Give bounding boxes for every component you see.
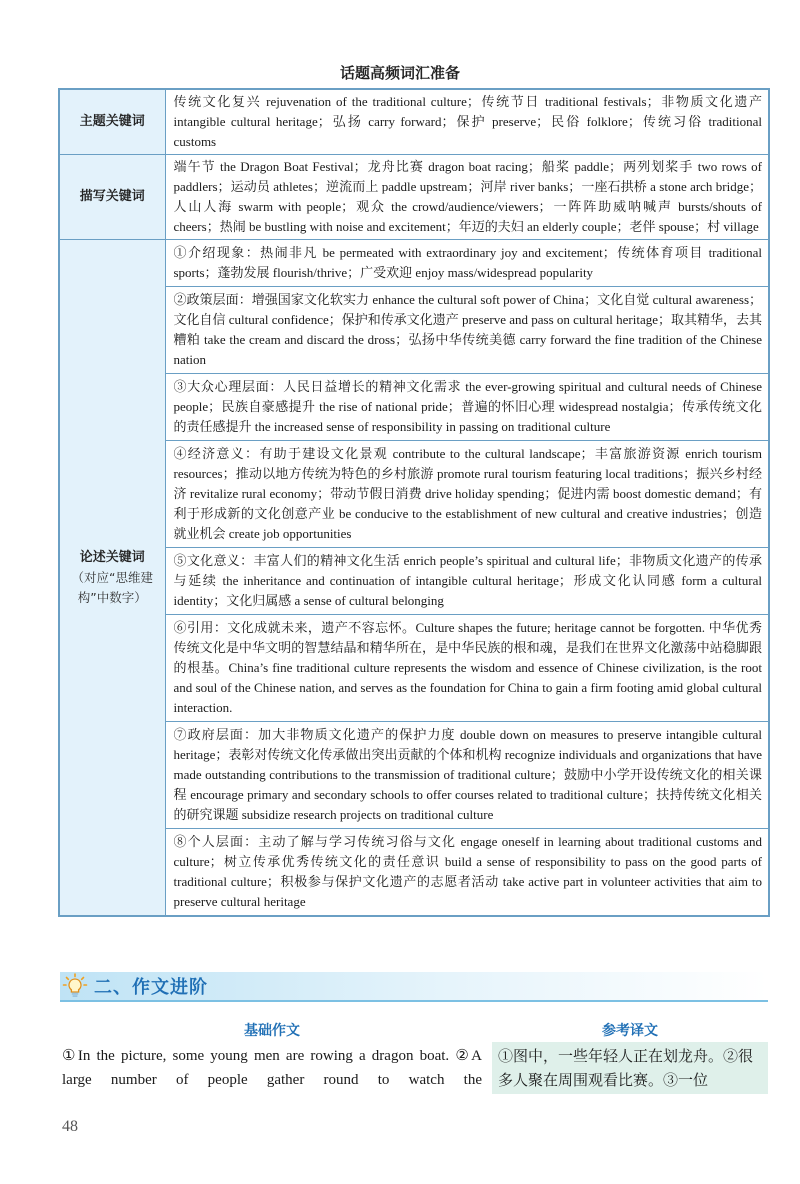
list-item: ⑧个人层面：主动了解与学习传统习俗与文化 engage oneself in learning about traditional customs and culture；树立传承优秀传统文化的责任意识 build a sense of responsibility to pass on the good parts of traditional culture；积极参与保护文化遗产的志愿者活动 take active part in volunteer activities that aim to preserve cultural heritage bbox=[173, 834, 762, 909]
description-keywords-label: 描写关键词 bbox=[59, 155, 165, 240]
list-item: ②政策层面：增强国家文化软实力 enhance the cultural soft power of China；文化自觉 cultural awareness；文化自信 cultural confidence；保护和传承文化遗产 preserve and pass on cultural heritage；取其精华，去其糟粕 take the cream and discard the dross；弘扬中华传统美德 carry forward the fine tradition of the Chinese nation bbox=[166, 287, 769, 374]
description-keywords-text: 端午节 the Dragon Boat Festival；龙舟比赛 dragon boat racing；船桨 paddle；两列划桨手 two rows of paddlers；运动员 athletes；逆流而上 paddle upstream；河岸 river banks；一座石拱桥 a stone arch bridge；人山人海 swarm with people；观众 the crowd/audience/viewers；一阵阵助威呐喊声 bursts/shouts of cheers；热闹 be bustling with noise and excitement；年迈的夫妇 an elderly couple；老伴 spouse；村 village bbox=[165, 155, 769, 240]
page-number: 48 bbox=[62, 1118, 78, 1135]
theme-keywords-label: 主题关键词 bbox=[59, 89, 165, 155]
basic-essay-text: ①In the picture, some young men are rowing a dragon boat. ②A large number of people gather round to watch the bbox=[62, 1048, 482, 1088]
basic-essay-heading: 基础作文 bbox=[244, 1023, 300, 1039]
translation-heading: 参考译文 bbox=[602, 1023, 658, 1039]
section-header bbox=[60, 972, 768, 1002]
list-item: ⑥引用：文化成就未来，遗产不容忘怀。Culture shapes the future; heritage cannot be forgotten. 中华优秀传统文化是中华文明的智慧结晶和精华所在，是中华民族的根和魂，是我们在世界文化激荡中站稳脚跟的根基。China’s fine traditional culture represents the wisdom and essence of Chinese civilization, is the root and soul of the Chinese nation, and serves as the foundation for China to gain a firm footing amid global cultural interaction. bbox=[166, 615, 769, 722]
vocabulary-table bbox=[58, 88, 770, 917]
argument-keywords-label-cell bbox=[59, 240, 165, 917]
table-row-argument bbox=[59, 240, 769, 917]
theme-keywords-text: 传统文化复兴 rejuvenation of the traditional culture；传统节日 traditional festivals；非物质文化遗产 intangible cultural heritage；弘扬 carry forward；保护 preserve；民俗 folklore；传统习俗 traditional customs bbox=[165, 89, 769, 155]
argument-keywords-label: 论述关键词 bbox=[79, 549, 145, 565]
list-item: ⑦政府层面：加大非物质文化遗产的保护力度 double down on measures to preserve intangible cultural heritage；表彰对传统文化传承做出突出贡献的个体和机构 recognize individuals and organizations that have made outstanding contributions to the transmission of traditional culture；鼓励中小学开设传统文化的相关课程 encourage primary and secondary schools to offer courses related to traditional culture；扶持传统文化相关的研究课题 subsidize research projects on traditional culture bbox=[166, 722, 769, 829]
argument-keywords-note: （对应“思维建构”中数字） bbox=[71, 569, 153, 605]
list-item: ③大众心理层面：人民日益增长的精神文化需求 the ever-growing spiritual and cultural needs of Chinese people；民族自豪感提升 the rise of national pride；普遍的怀旧心理 widespread nostalgia；传承传统文化的责任感提升 the increased sense of responsibility in passing on traditional culture bbox=[166, 374, 769, 441]
list-item: ①介绍现象：热闹非凡 be permeated with extraordinary joy and excitement；传统体育项目 traditional sports；蓬勃发展 flourish/thrive；广受欢迎 enjoy mass/widespread popularity bbox=[166, 240, 769, 287]
lightbulb-icon bbox=[62, 973, 88, 999]
argument-keywords-list bbox=[166, 240, 769, 915]
table-row-theme bbox=[59, 89, 769, 155]
page-title: 话题高频词汇准备 bbox=[339, 64, 460, 82]
section-title: 二、作文进阶 bbox=[94, 977, 208, 998]
list-item: ④经济意义：有助于建设文化景观 contribute to the cultural landscape；丰富旅游资源 enrich tourism resources；推动以地方传统为特色的乡村旅游 promote rural tourism featuring local traditions；振兴乡村经济 revitalize rural economy；带动节假日消费 drive holiday spending；促进内需 boost domestic demand；有利于形成新的文化创意产业 be conducive to the establishment of new cultural and creative industries；创造就业机会 create job opportunities bbox=[166, 441, 769, 548]
table-row-description bbox=[59, 155, 769, 240]
list-item: ⑤文化意义：丰富人们的精神文化生活 enrich people’s spiritual and cultural life；非物质文化遗产的传承与延续 the inheritance and continuation of intangible cultural heritage；形成文化认同感 form a cultural identity；文化归属感 a sense of cultural belonging bbox=[166, 548, 769, 615]
translation-text: ①图中，一些年轻人正在划龙舟。②很多人聚在周围观看比赛。③一位 bbox=[492, 1042, 768, 1094]
argument-keywords-list-cell bbox=[165, 240, 769, 917]
